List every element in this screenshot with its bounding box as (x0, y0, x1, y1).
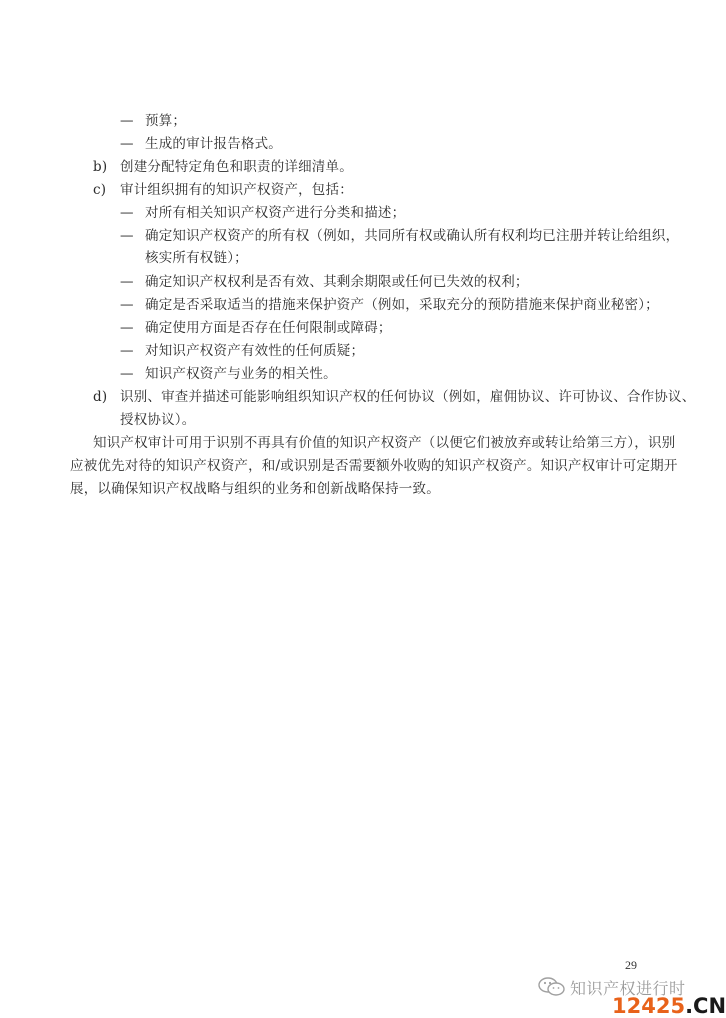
text-line: 知识产权资产与业务的相关性。 (145, 366, 337, 382)
text-line: 审计组织拥有的知识产权资产，包括： (120, 182, 353, 198)
text-line: 确定知识产权权利是否有效、其剩余期限或任何已失效的权利； (145, 274, 529, 290)
dash-marker: — (120, 274, 134, 290)
list-marker: b) (93, 159, 108, 175)
text-line: 确定知识产权资产的所有权（例如，共同所有权或确认所有权利均已注册并转让给组织， (145, 228, 680, 244)
dash-marker: — (120, 136, 134, 152)
text-line: 生成的审计报告格式。 (145, 136, 282, 152)
text-line: 创建分配特定角色和职责的详细清单。 (120, 159, 353, 175)
text-line: 授权协议）。 (120, 412, 196, 428)
list-marker: d) (93, 389, 108, 405)
text-line: 预算； (145, 113, 187, 129)
watermark-site-suffix: .CN (685, 994, 726, 1018)
list-marker: c) (93, 182, 107, 198)
watermark-site (612, 994, 726, 1018)
text-line: 核实所有权链）； (145, 250, 248, 266)
watermark-account-name: 知识产权进行时 (570, 979, 686, 998)
watermark (538, 974, 726, 1018)
watermark-site-number: 12425 (612, 994, 686, 1018)
text-line: 确定是否采取适当的措施来保护资产（例如，采取充分的预防措施来保护商业秘密）； (145, 297, 659, 313)
text-line: 确定使用方面是否存在任何限制或障碍； (145, 320, 392, 336)
paragraph-line: 知识产权审计可用于识别不再具有价值的知识产权资产（以便它们被放弃或转让给第三方），识别 (93, 435, 676, 451)
text-line: 识别、审查并描述可能影响组织知识产权的任何协议（例如，雇佣协议、许可协议、合作协议、 (120, 389, 696, 405)
dash-marker: — (120, 343, 134, 359)
dash-marker: — (120, 366, 134, 382)
dash-marker: — (120, 205, 134, 221)
paragraph-line: 应被优先对待的知识产权资产，和/或识别是否需要额外收购的知识产权资产。知识产权审计可定期开 (70, 458, 678, 474)
dash-marker: — (120, 320, 134, 336)
text-line: 对所有相关知识产权资产进行分类和描述； (145, 205, 406, 221)
page-number: 29 (625, 958, 637, 972)
text-line: 对知识产权资产有效性的任何质疑； (145, 343, 365, 359)
dash-marker: — (120, 228, 134, 244)
paragraph-line: 展，以确保知识产权战略与组织的业务和创新战略保持一致。 (70, 481, 440, 497)
dash-marker: — (120, 297, 134, 313)
dash-marker: — (120, 113, 134, 129)
wechat-icon (538, 976, 566, 998)
